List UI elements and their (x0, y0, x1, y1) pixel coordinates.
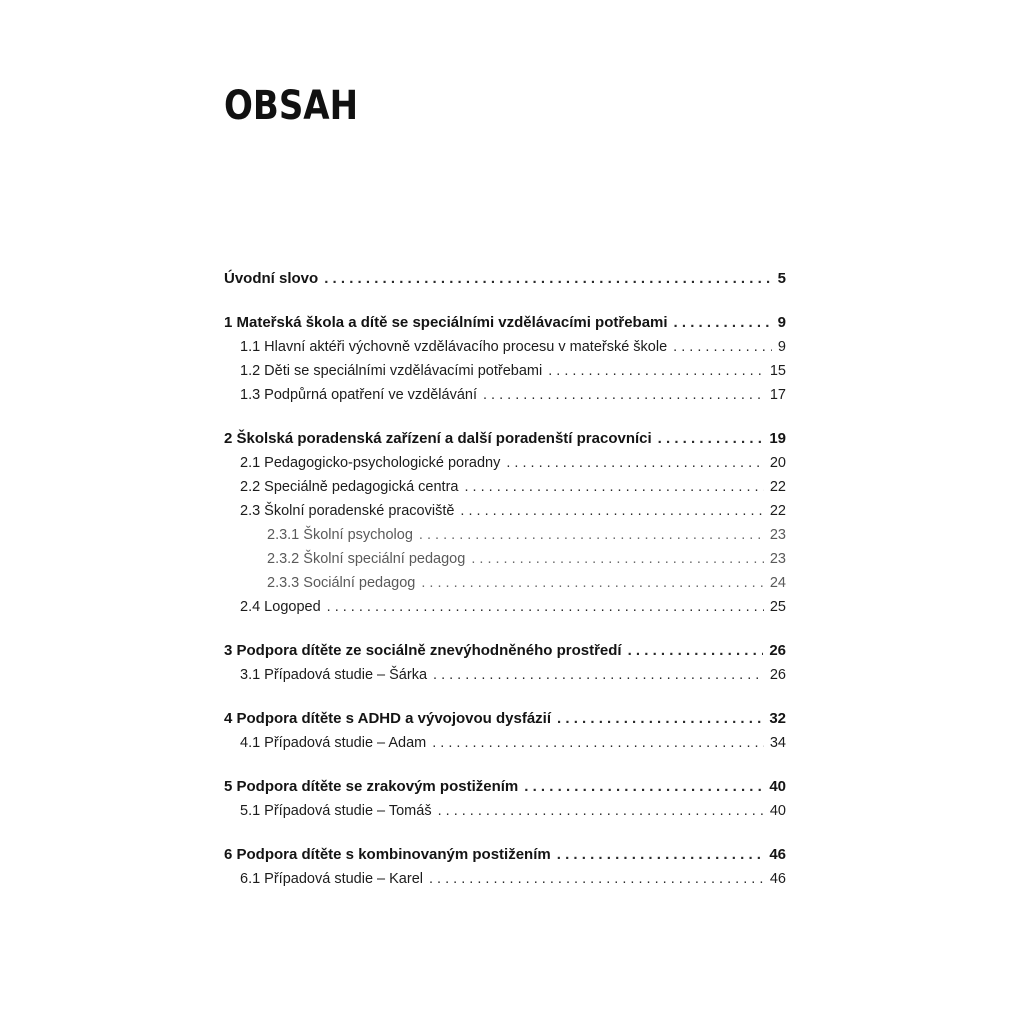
toc-entry-label: 1.3 Podpůrná opatření ve vzdělávání (240, 387, 477, 403)
toc-dot-leader (658, 427, 764, 451)
toc-page-number: 20 (769, 455, 786, 471)
toc-entry-label: 2.3.3 Sociální pedagog (267, 575, 416, 591)
toc-dot-leader (419, 523, 764, 547)
toc-section-gap (224, 291, 786, 311)
toc-entry-label: 2.3 Školní poradenské pracoviště (240, 503, 455, 519)
toc-dot-leader (429, 867, 764, 891)
toc-entry-label: 5 Podpora dítěte se zrakovým postižením (224, 778, 519, 795)
toc-entry-label: Úvodní slovo (224, 270, 319, 287)
toc-section-gap (224, 755, 786, 775)
toc-page-number: 24 (769, 575, 786, 591)
toc-chapter-entry[interactable] (224, 707, 786, 731)
toc-page-number: 34 (769, 735, 786, 751)
toc-dot-leader (324, 267, 771, 291)
toc-subsection-entry[interactable] (224, 547, 786, 571)
toc-dot-leader (483, 383, 764, 407)
toc-chapter-entry[interactable] (224, 311, 786, 335)
toc-entry-label: 6.1 Případová studie – Karel (240, 871, 423, 887)
toc-chapter-entry[interactable] (224, 639, 786, 663)
toc-dot-leader (524, 775, 763, 799)
toc-dot-leader (460, 499, 763, 523)
toc-page-number: 9 (777, 314, 786, 331)
toc-dot-leader (471, 547, 764, 571)
toc-page-number: 26 (769, 667, 786, 683)
toc-page-number: 23 (769, 551, 786, 567)
toc-dot-leader (674, 311, 772, 335)
toc-entry-label: 5.1 Případová studie – Tomáš (240, 803, 432, 819)
toc-subsection-entry[interactable] (224, 571, 786, 595)
toc-page-number: 26 (769, 642, 786, 659)
toc-entry-label: 3 Podpora dítěte ze sociálně znevýhodněného prostředí (224, 642, 622, 659)
toc-section-gap (224, 407, 786, 427)
toc-dot-leader (506, 451, 763, 475)
toc-entry-label: 2.2 Speciálně pedagogická centra (240, 479, 459, 495)
toc-dot-leader (548, 359, 764, 383)
toc-dot-leader (628, 639, 764, 663)
toc-dot-leader (327, 595, 764, 619)
toc-dot-leader (673, 335, 772, 359)
toc-chapter-entry[interactable] (224, 267, 786, 291)
toc-entry-label: 2.3.1 Školní psycholog (267, 527, 413, 543)
toc-entry-label: 2 Školská poradenská zařízení a další poradenští pracovníci (224, 430, 652, 447)
toc-dot-leader (432, 731, 764, 755)
toc-section-entry[interactable] (224, 867, 786, 891)
toc-page-number: 46 (769, 846, 786, 863)
toc-entry-label: 2.1 Pedagogicko-psychologické poradny (240, 455, 501, 471)
toc-entry-label: 2.3.2 Školní speciální pedagog (267, 551, 466, 567)
toc-page-number: 19 (769, 430, 786, 447)
toc-entry-label: 3.1 Případová studie – Šárka (240, 667, 428, 683)
toc-section-entry[interactable] (224, 475, 786, 499)
toc-entry-label: 1.1 Hlavní aktéři výchovně vzdělávacího procesu v mateřské škole (240, 339, 668, 355)
toc-page-number: 40 (769, 803, 786, 819)
toc-page-number: 23 (769, 527, 786, 543)
toc-dot-leader (433, 663, 764, 687)
toc-page-number: 5 (777, 270, 786, 287)
toc-section-entry[interactable] (224, 595, 786, 619)
toc-section-entry[interactable] (224, 663, 786, 687)
toc-page-number: 9 (777, 339, 786, 355)
toc-dot-leader (421, 571, 764, 595)
toc-subsection-entry[interactable] (224, 523, 786, 547)
toc-page-number: 46 (769, 871, 786, 887)
toc-dot-leader (438, 799, 764, 823)
toc-section-entry[interactable] (224, 359, 786, 383)
toc-section-entry[interactable] (224, 383, 786, 407)
toc-section-entry[interactable] (224, 335, 786, 359)
toc-page-number: 17 (769, 387, 786, 403)
toc-section-entry[interactable] (224, 731, 786, 755)
toc-page-number: 22 (769, 479, 786, 495)
toc-section-gap (224, 823, 786, 843)
toc-entry-label: 1.2 Děti se speciálními vzdělávacími potřebami (240, 363, 543, 379)
toc-section-gap (224, 619, 786, 639)
toc-page-number: 40 (769, 778, 786, 795)
toc-entry-label: 2.4 Logoped (240, 599, 321, 615)
toc-page-number: 22 (769, 503, 786, 519)
toc-dot-leader (464, 475, 763, 499)
table-of-contents (224, 267, 786, 891)
toc-section-entry[interactable] (224, 451, 786, 475)
toc-chapter-entry[interactable] (224, 775, 786, 799)
toc-dot-leader (557, 707, 763, 731)
toc-chapter-entry[interactable] (224, 843, 786, 867)
page-title: OBSAH (224, 83, 359, 129)
toc-entry-label: 4.1 Případová studie – Adam (240, 735, 427, 751)
toc-page-number: 32 (769, 710, 786, 727)
toc-section-entry[interactable] (224, 499, 786, 523)
toc-page-number: 15 (769, 363, 786, 379)
toc-dot-leader (557, 843, 764, 867)
toc-entry-label: 4 Podpora dítěte s ADHD a vývojovou dysfázií (224, 710, 552, 727)
toc-chapter-entry[interactable] (224, 427, 786, 451)
toc-page-number: 25 (769, 599, 786, 615)
toc-entry-label: 1 Mateřská škola a dítě se speciálními vzdělávacími potřebami (224, 314, 668, 331)
toc-section-entry[interactable] (224, 799, 786, 823)
toc-entry-label: 6 Podpora dítěte s kombinovaným postižením (224, 846, 551, 863)
toc-section-gap (224, 687, 786, 707)
